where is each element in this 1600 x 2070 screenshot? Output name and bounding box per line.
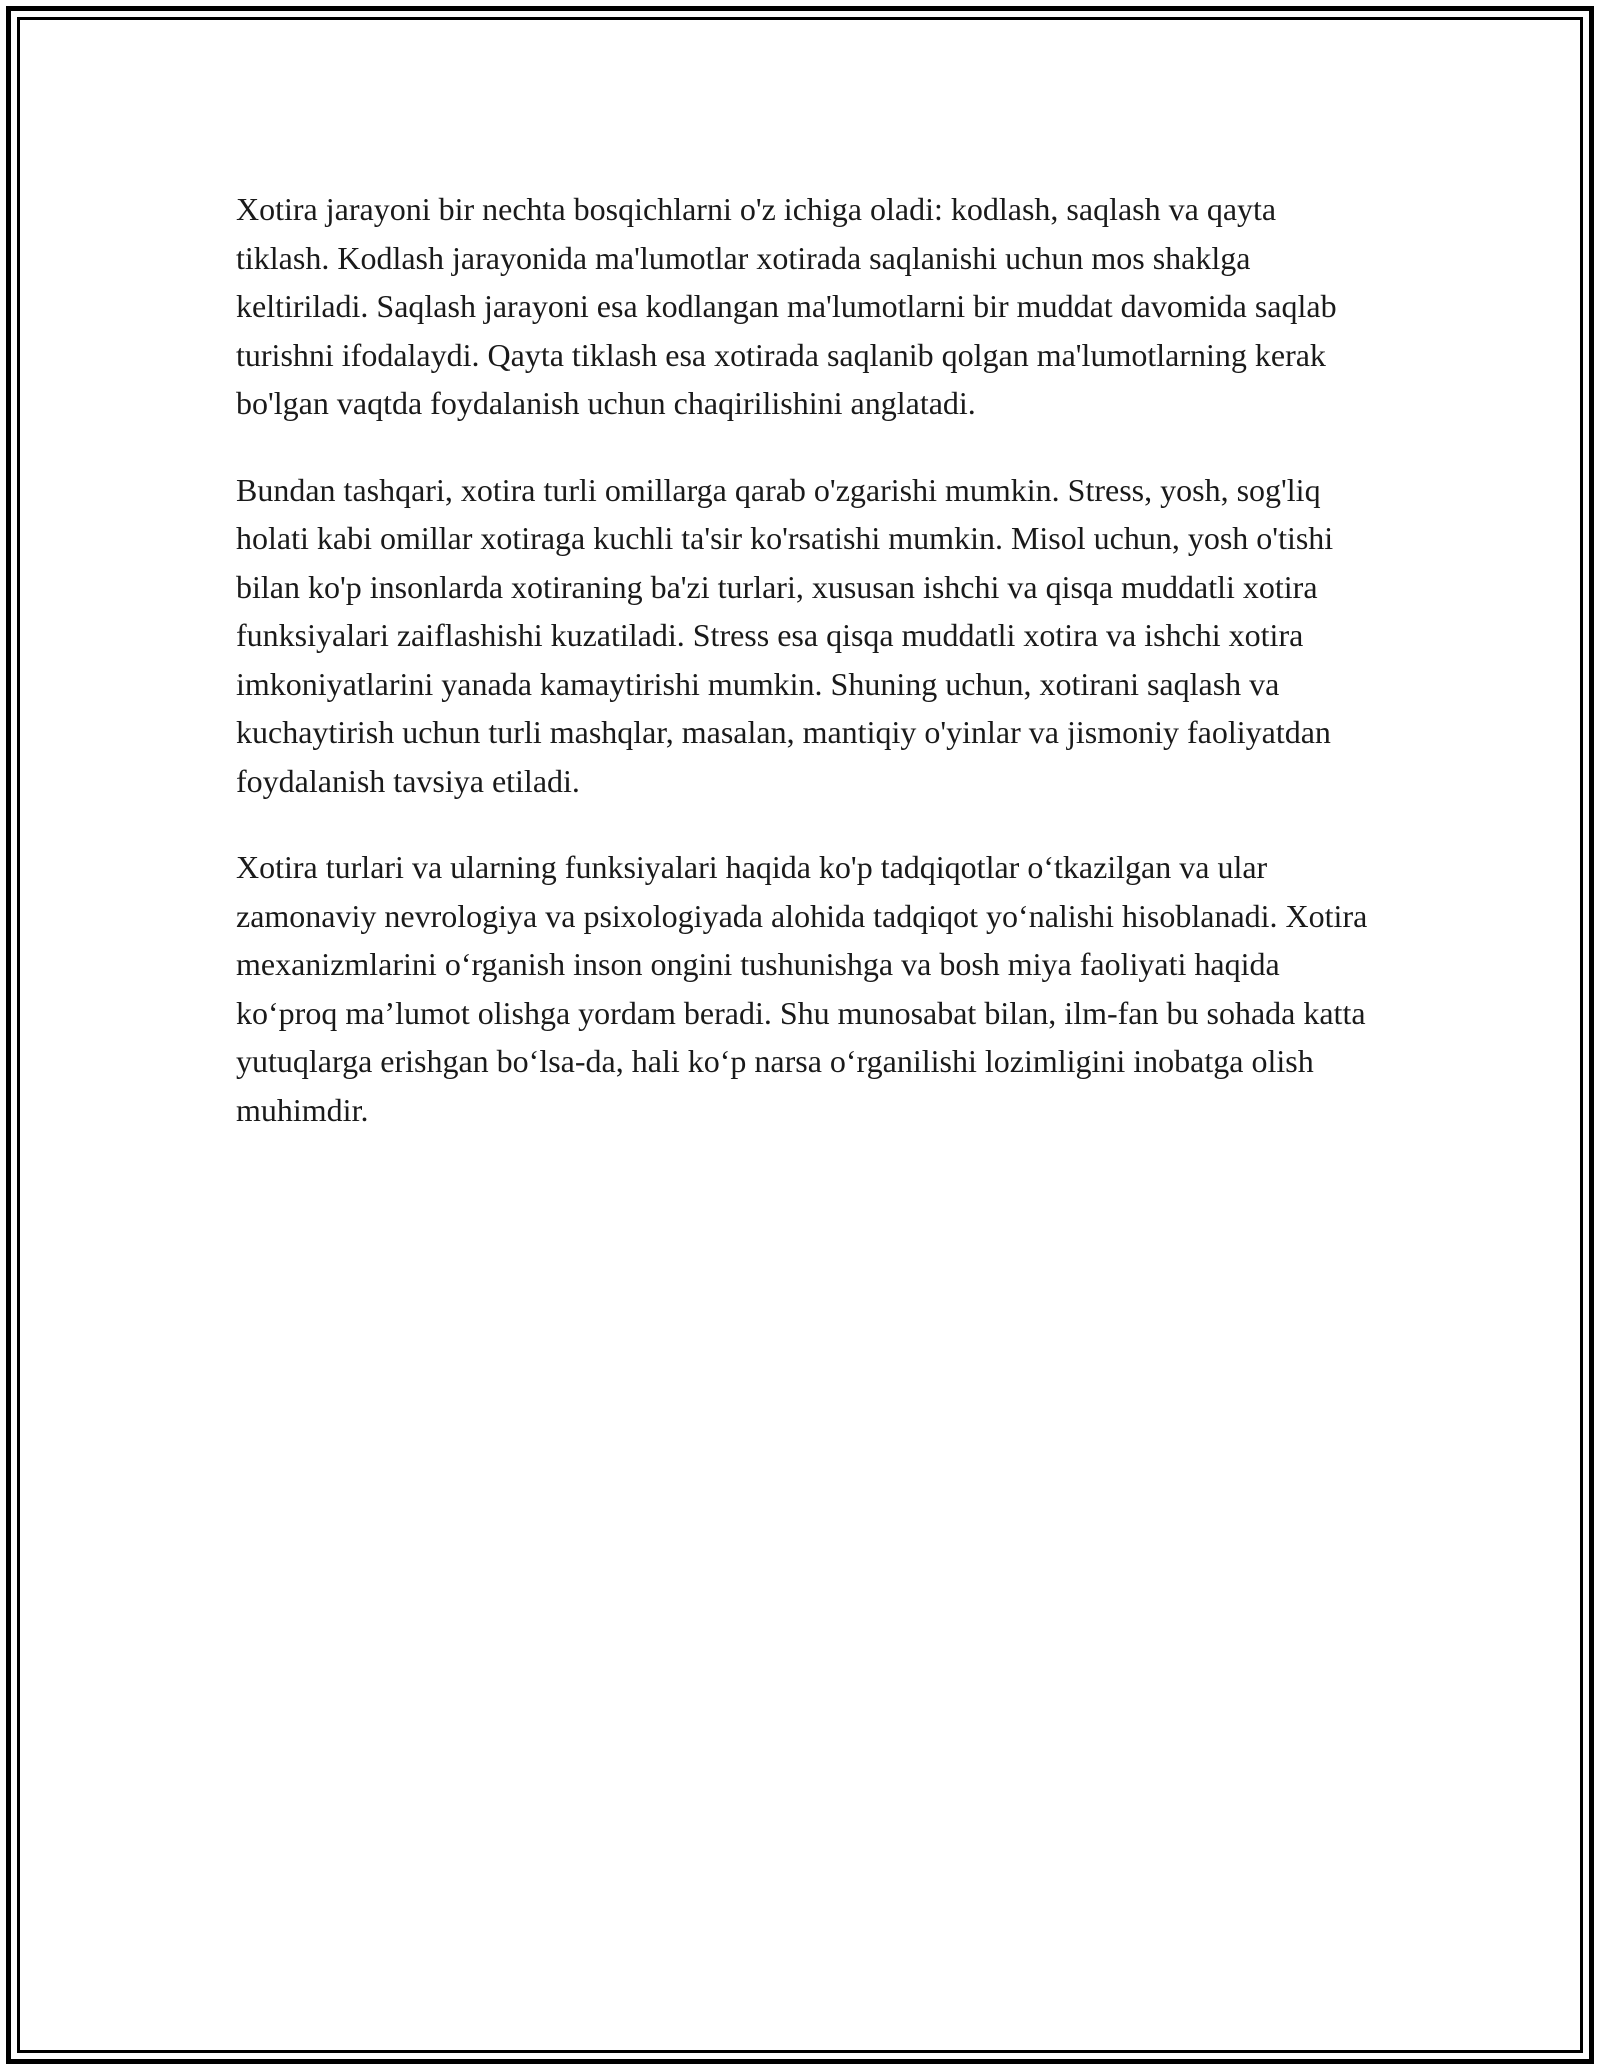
paragraph-1: Xotira jarayoni bir nechta bosqichlarni o'z ichiga oladi: kodlash, saqlash va qayta tiklash. Kodlash jarayonida ma'lumotlar xotirada saqlanishi uchun mos shaklga keltiriladi. Saqlash jarayoni esa kodlangan ma'lumotlarni bir muddat davomida saqlab turishni ifodalaydi. Qayta tiklash esa xotirada saqlanib qolgan ma'lumotlarning kerak bo'lgan vaqtda foydalanish uchun chaqirilishini anglatadi.: [236, 191, 1337, 421]
paragraph-3: Xotira turlari va ularning funksiyalari haqida ko'p tadqiqotlar o‘tkazilgan va ular zamonaviy nevrologiya va psixologiyada alohida tadqiqot yo‘nalishi hisoblanadi. Xotira mexanizmlarini o‘rganish inson ongini tushunishga va bosh miya faoliyati haqida ko‘proq ma’lumot olishga yordam beradi. Shu munosabat bilan, ilm-fan bu sohada katta yutuqlarga erishgan bo‘lsa-da, hali ko‘p narsa o‘rganilishi lozimligini inobatga olish muhimdir.: [236, 849, 1368, 1128]
paragraph-2: Bundan tashqari, xotira turli omillarga qarab o'zgarishi mumkin. Stress, yosh, sog'liq holati kabi omillar xotiraga kuchli ta'sir ko'rsatishi mumkin. Misol uchun, yosh o'tishi bilan ko'p insonlarda xotiraning ba'zi turlari, xususan ishchi va qisqa muddatli xotira funksiyalari zaiflashishi kuzatiladi. Stress esa qisqa muddatli xotira va ishchi xotira imkoniyatlarini yanada kamaytirishi mumkin. Shuning uchun, xotirani saqlash va kuchaytirish uchun turli mashqlar, masalan, mantiqiy o'yinlar va jismoniy faoliyatdan foydalanish tavsiya etiladi.: [236, 471, 1334, 799]
document-body: [236, 185, 1376, 1172]
